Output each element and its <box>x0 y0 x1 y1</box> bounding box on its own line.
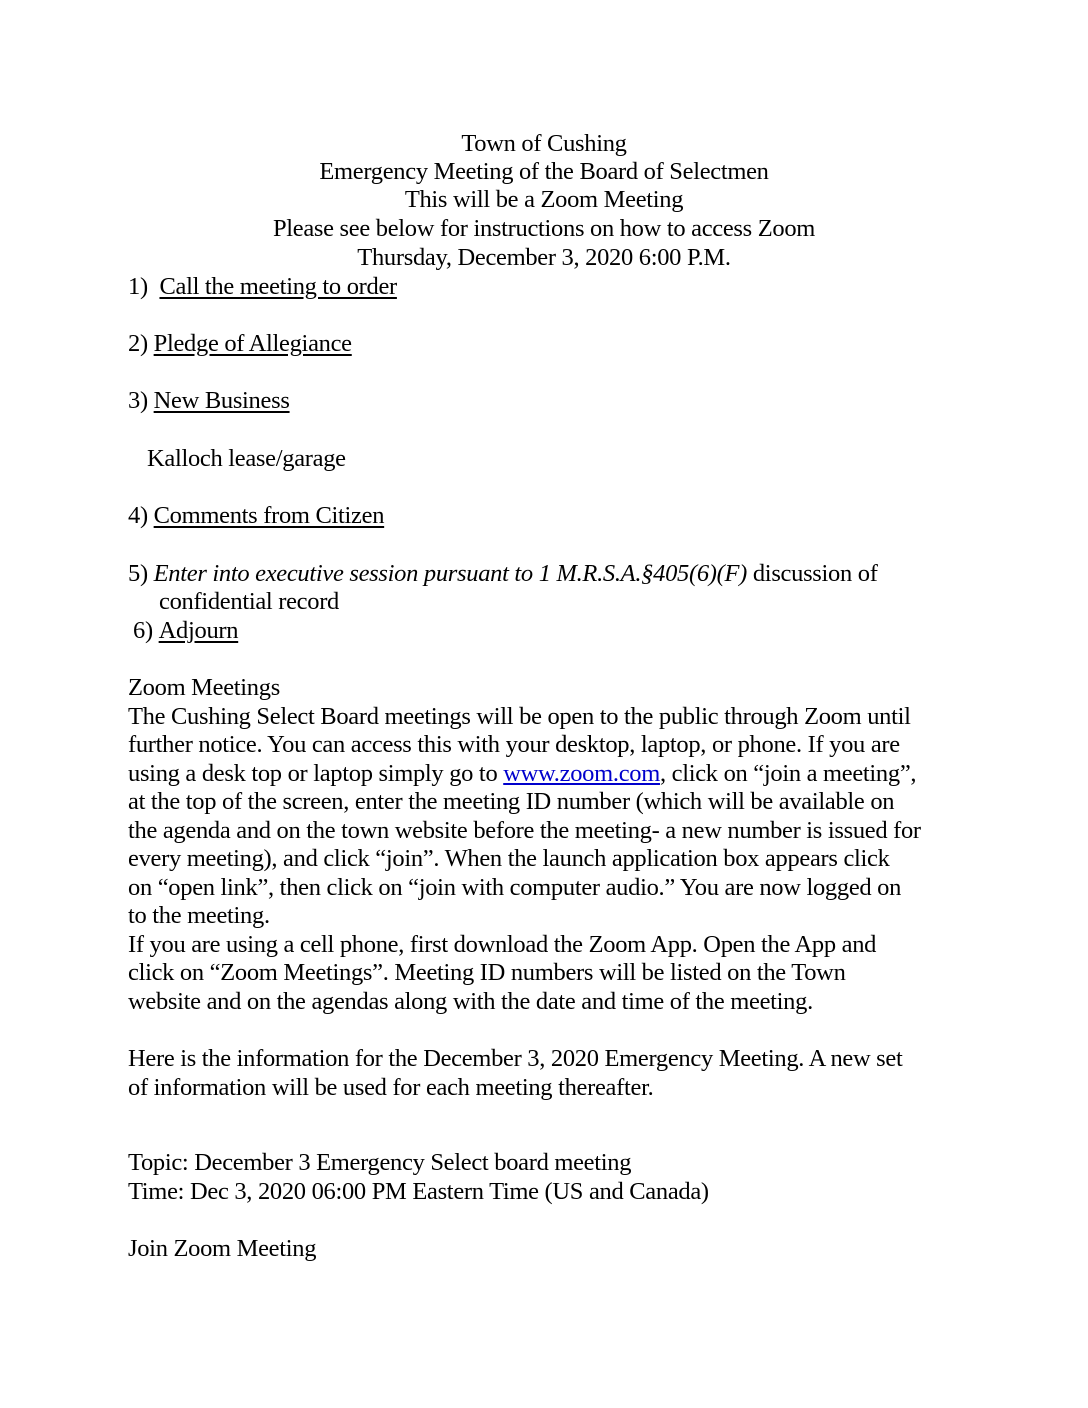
agenda-item-6 <box>133 617 238 645</box>
agenda-number: 2) <box>128 330 148 357</box>
meeting-title: Emergency Meeting of the Board of Selectmen <box>319 158 769 185</box>
agenda-item-5-continuation: confidential record <box>159 588 340 615</box>
para2-line: click on “Zoom Meetings”. Meeting ID numbers will be listed on the Town <box>128 959 846 986</box>
para1-line: further notice. You can access this with your desktop, laptop, or phone. If you are <box>128 731 900 758</box>
format-note: This will be a Zoom Meeting <box>404 186 684 213</box>
agenda-label-italic: Enter into executive session pursuant to 1 M.R.S.A.§405(6)(F) <box>153 560 748 587</box>
meeting-topic: Topic: December 3 Emergency Select board meeting <box>128 1149 632 1176</box>
para1-line-with-link <box>128 760 916 788</box>
para2-line: If you are using a cell phone, first download the Zoom App. Open the App and <box>128 931 877 958</box>
meeting-time: Time: Dec 3, 2020 06:00 PM Eastern Time (US and Canada) <box>128 1178 709 1205</box>
agenda-label: Call the meeting to order <box>159 273 397 300</box>
agenda-number: 4) <box>128 502 148 529</box>
agenda-label: Adjourn <box>158 617 239 644</box>
para2-line: website and on the agendas along with the date and time of the meeting. <box>128 988 813 1015</box>
agenda-item-2 <box>128 330 352 358</box>
agenda-item-3 <box>128 387 290 415</box>
zoom-website-link[interactable]: www.zoom.com <box>503 760 660 787</box>
para1-line: every meeting), and click “join”. When the launch application box appears click <box>128 845 890 872</box>
para1-line: to the meeting. <box>128 902 270 929</box>
meeting-datetime: Thursday, December 3, 2020 6:00 P.M. <box>357 244 731 271</box>
agenda-number: 1) <box>128 273 148 300</box>
para1-text: using a desk top or laptop simply go to <box>128 760 504 787</box>
instructions-note: Please see below for instructions on how to access Zoom <box>272 215 816 242</box>
agenda-label: New Business <box>153 387 290 414</box>
agenda-label: Pledge of Allegiance <box>153 330 352 357</box>
town-name: Town of Cushing <box>461 130 627 157</box>
para1-line: the agenda and on the town website before the meeting- a new number is issued for <box>128 817 921 844</box>
agenda-label: Comments from Citizen <box>153 502 385 529</box>
agenda-number: 6) <box>133 617 153 644</box>
join-zoom-meeting: Join Zoom Meeting <box>128 1235 317 1262</box>
agenda-number: 5) <box>128 560 148 587</box>
para1-line: at the top of the screen, enter the meeting ID number (which will be available on <box>128 788 895 815</box>
para1-text: , click on “join a meeting”, <box>659 760 917 787</box>
para1-line: The Cushing Select Board meetings will be open to the public through Zoom until <box>128 703 911 730</box>
zoom-heading: Zoom Meetings <box>128 674 280 701</box>
agenda-item-4 <box>128 502 384 530</box>
agenda-sub-item: Kalloch lease/garage <box>147 445 346 472</box>
agenda-item-1 <box>128 273 397 301</box>
agenda-label-rest: discussion of <box>747 560 878 587</box>
para1-line: on “open link”, then click on “join with computer audio.” You are now logged on <box>128 874 902 901</box>
agenda-item-5 <box>128 560 878 588</box>
agenda-number: 3) <box>128 387 148 414</box>
para3-line: of information will be used for each meeting thereafter. <box>128 1074 654 1101</box>
para3-line: Here is the information for the December 3, 2020 Emergency Meeting. A new set <box>128 1045 903 1072</box>
